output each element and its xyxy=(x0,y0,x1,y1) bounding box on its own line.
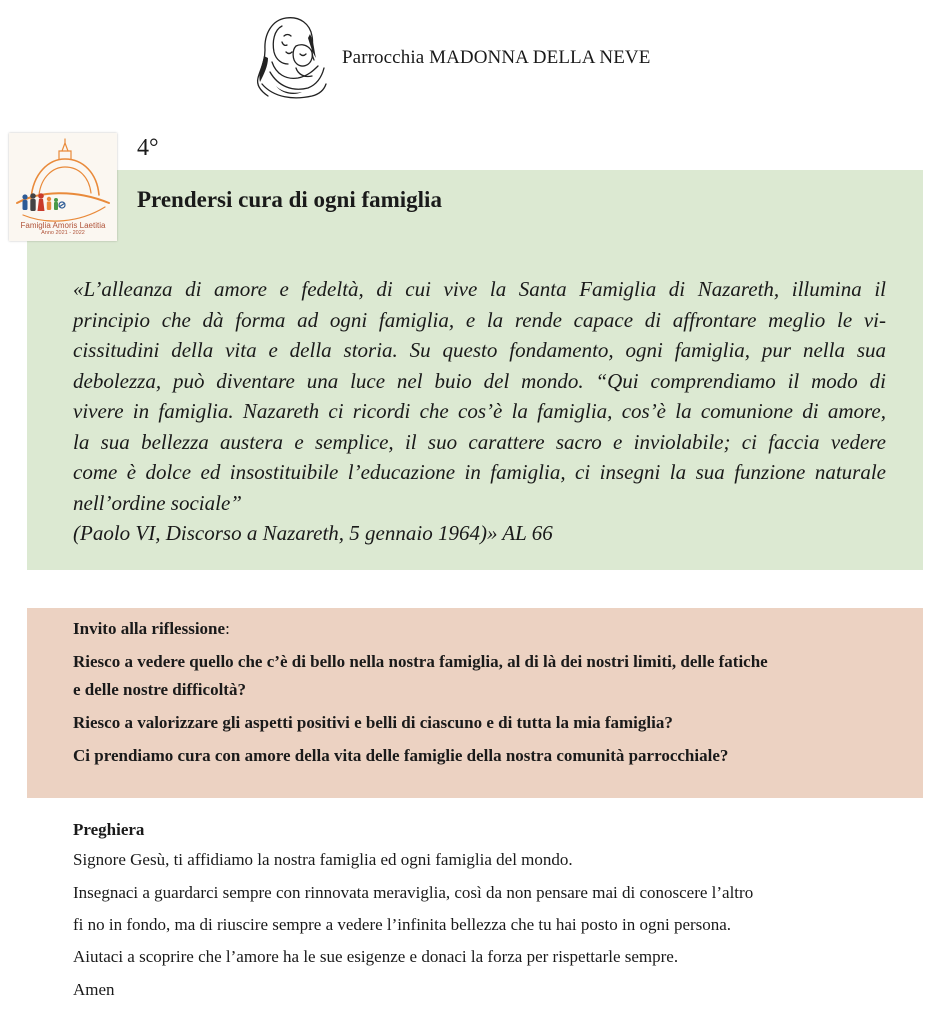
quote-line: principio che dà forma ad ogni famiglia, e la rende capace di affrontare meglio le vi- xyxy=(73,307,886,332)
famiglia-amoris-laetitia-logo xyxy=(9,133,117,241)
prayer-title: Preghiera xyxy=(73,820,145,839)
quote-line: vivere in famiglia. Nazareth ci ricordi che cos’è la famiglia, cos’è la comunione di amore, xyxy=(73,399,886,423)
reflection-question: Riesco a valorizzare gli aspetti positivi e belli di ciascuno e di tutta la mia famiglia? xyxy=(73,713,673,732)
quote-line: debolezza, può diventare una luce nel buio del mondo. “Qui comprendiamo il modo di xyxy=(73,368,886,393)
reflection-question: Ci prendiamo cura con amore della vita delle famiglie della nostra comunità parrocchiale? xyxy=(73,746,729,765)
prayer-line: Insegnaci a guardarci sempre con rinnovata meraviglia, così da non pensare mai di conoscere l’altro xyxy=(73,883,754,902)
quote-line: come è dolce ed insostituibile l’educazione in famiglia, ci insegni la sua funzione naturale xyxy=(73,460,886,484)
quote-citation: (Paolo VI, Discorso a Nazareth, 5 gennaio 1964)» AL 66 xyxy=(73,521,553,545)
reflection-question: Riesco a vedere quello che c’è di bello nella nostra famiglia, al di là dei nostri limiti, delle fatiche xyxy=(73,652,768,671)
section-number: 4° xyxy=(137,135,159,161)
quote-line: «L’alleanza di amore e fedeltà, di cui vive la Santa Famiglia di Nazareth, illumina il xyxy=(73,277,886,301)
quote-line: la sua bellezza austera e semplice, il suo carattere sacro e inviolabile; ci faccia vedere xyxy=(73,429,886,454)
section-title: Prendersi cura di ogni famiglia xyxy=(137,187,442,212)
parish-name: Parrocchia MADONNA DELLA NEVE xyxy=(342,47,651,68)
quote-line: nell’ordine sociale” xyxy=(73,490,242,515)
prayer-line: fi no in fondo, ma di riuscire sempre a vedere l’infinita bellezza che tu hai posto in ogni persona. xyxy=(73,915,732,934)
prayer-amen: Amen xyxy=(73,980,115,999)
prayer-line: Aiutaci a scoprire che l’amore ha le sue esigenze e donaci la forza per rispettarle sempre. xyxy=(73,947,679,966)
madonna-and-child-icon xyxy=(252,12,332,102)
prayer-line: Signore Gesù, ti affidiamo la nostra famiglia ed ogni famiglia del mondo. xyxy=(73,850,573,869)
reflection-question: e delle nostre difficoltà? xyxy=(73,680,246,699)
reflection-label-colon: : xyxy=(225,619,230,638)
reflection-label-text: Invito alla riflessione xyxy=(73,619,226,638)
reflection-label xyxy=(73,619,230,639)
logo-year: Anno 2021 - 2022 xyxy=(41,230,85,236)
quote-text xyxy=(73,274,886,549)
quote-line: cissitudini della vita e della storia. Su questo fondamento, ogni famiglia, pur nella sua xyxy=(73,338,886,362)
logo-name: Famiglia Amoris Laetitia xyxy=(20,221,106,230)
